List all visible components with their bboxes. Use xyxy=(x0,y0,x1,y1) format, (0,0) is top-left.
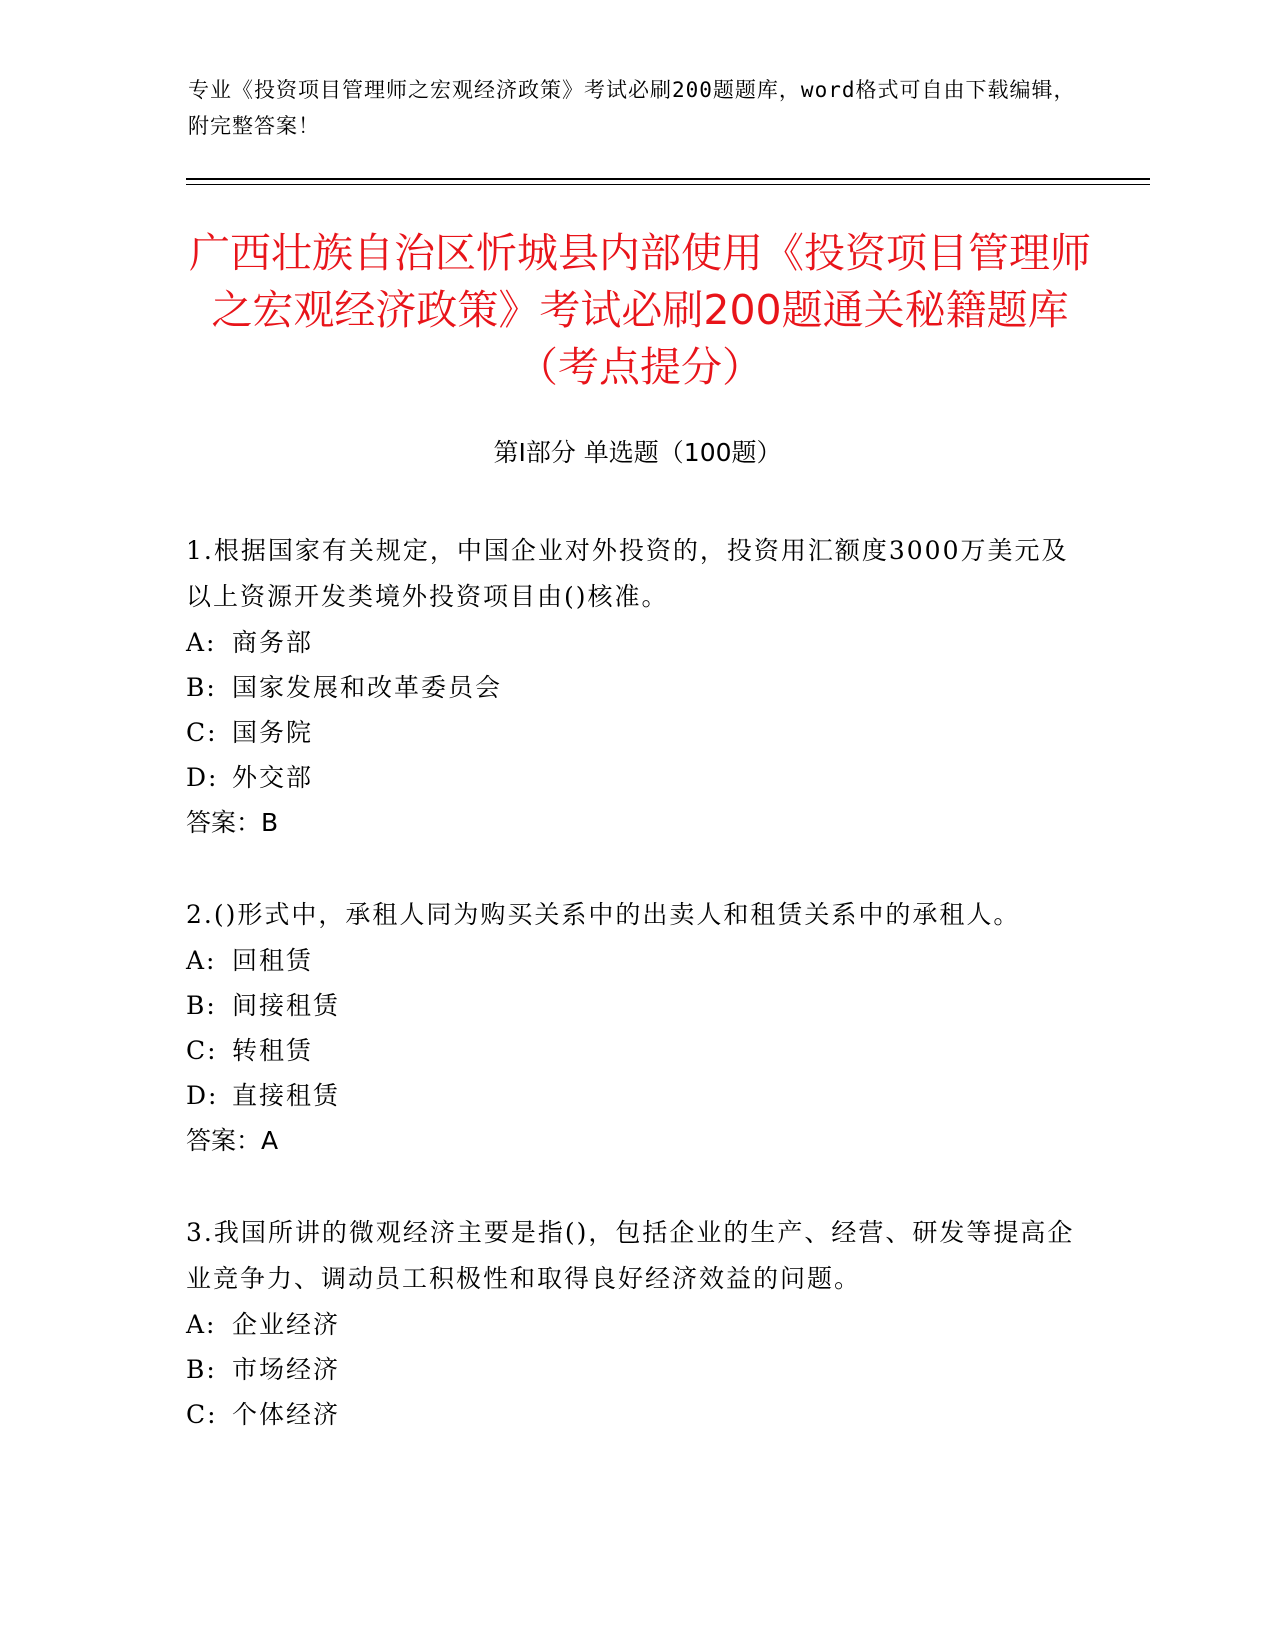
answer-label: 答案： xyxy=(186,808,262,837)
option-letter: C: xyxy=(186,1036,218,1065)
document-title: 广西壮族自治区忻城县内部使用《投资项目管理师之宏观经济政策》考试必刷200题通关秘籍题库（考点提分） xyxy=(189,229,1091,391)
option-text: 国务院 xyxy=(232,718,314,747)
option-a xyxy=(186,620,1076,665)
option-letter: D: xyxy=(186,763,219,792)
option-d xyxy=(186,755,1076,800)
option-letter: C: xyxy=(186,1400,218,1429)
question-stem: 3.我国所讲的微观经济主要是指()，包括企业的生产、经营、研发等提高企业竞争力、调动员工积极性和取得良好经济效益的问题。 xyxy=(186,1218,1075,1293)
section-heading: 第Ⅰ部分 单选题（100题） xyxy=(493,438,782,467)
question-2 xyxy=(186,892,1076,1164)
question-list xyxy=(186,528,1076,1483)
option-letter: D: xyxy=(186,1081,219,1110)
option-text: 回租赁 xyxy=(232,946,314,975)
answer-line xyxy=(186,800,1076,846)
answer-line xyxy=(186,1118,1076,1164)
option-text: 转租赁 xyxy=(232,1036,314,1065)
option-letter: B: xyxy=(186,673,217,702)
option-c xyxy=(186,710,1076,755)
question-1 xyxy=(186,528,1076,846)
answer-value: B xyxy=(261,808,279,837)
option-b xyxy=(186,665,1076,710)
option-letter: A: xyxy=(186,628,217,657)
option-text: 国家发展和改革委员会 xyxy=(232,673,503,702)
question-stem: 2.()形式中，承租人同为购买关系中的出卖人和租赁关系中的承租人。 xyxy=(186,900,1021,929)
header-divider-thick xyxy=(186,178,1150,180)
option-text: 间接租赁 xyxy=(232,991,341,1020)
question-stem: 1.根据国家有关规定，中国企业对外投资的，投资用汇额度3000万美元及以上资源开发类境外投资项目由()核准。 xyxy=(186,536,1069,611)
option-text: 企业经济 xyxy=(232,1310,341,1339)
option-b xyxy=(186,983,1076,1028)
option-text: 商务部 xyxy=(232,628,314,657)
option-letter: A: xyxy=(186,1310,217,1339)
question-3 xyxy=(186,1210,1076,1437)
option-text: 直接租赁 xyxy=(232,1081,341,1110)
option-letter: B: xyxy=(186,991,217,1020)
option-letter: B: xyxy=(186,1355,217,1384)
option-text: 外交部 xyxy=(232,763,314,792)
option-a xyxy=(186,938,1076,983)
header-divider-thin xyxy=(186,184,1150,185)
option-letter: C: xyxy=(186,718,218,747)
option-d xyxy=(186,1073,1076,1118)
option-letter: A: xyxy=(186,946,217,975)
option-c xyxy=(186,1028,1076,1073)
answer-label: 答案： xyxy=(186,1126,262,1155)
option-text: 个体经济 xyxy=(232,1400,341,1429)
option-text: 市场经济 xyxy=(232,1355,341,1384)
option-a xyxy=(186,1302,1076,1347)
option-c xyxy=(186,1392,1076,1437)
answer-value: A xyxy=(261,1126,279,1155)
option-b xyxy=(186,1347,1076,1392)
header-note: 专业《投资项目管理师之宏观经济政策》考试必刷200题题库，word格式可自由下载编辑，附完整答案！ xyxy=(188,78,1076,138)
